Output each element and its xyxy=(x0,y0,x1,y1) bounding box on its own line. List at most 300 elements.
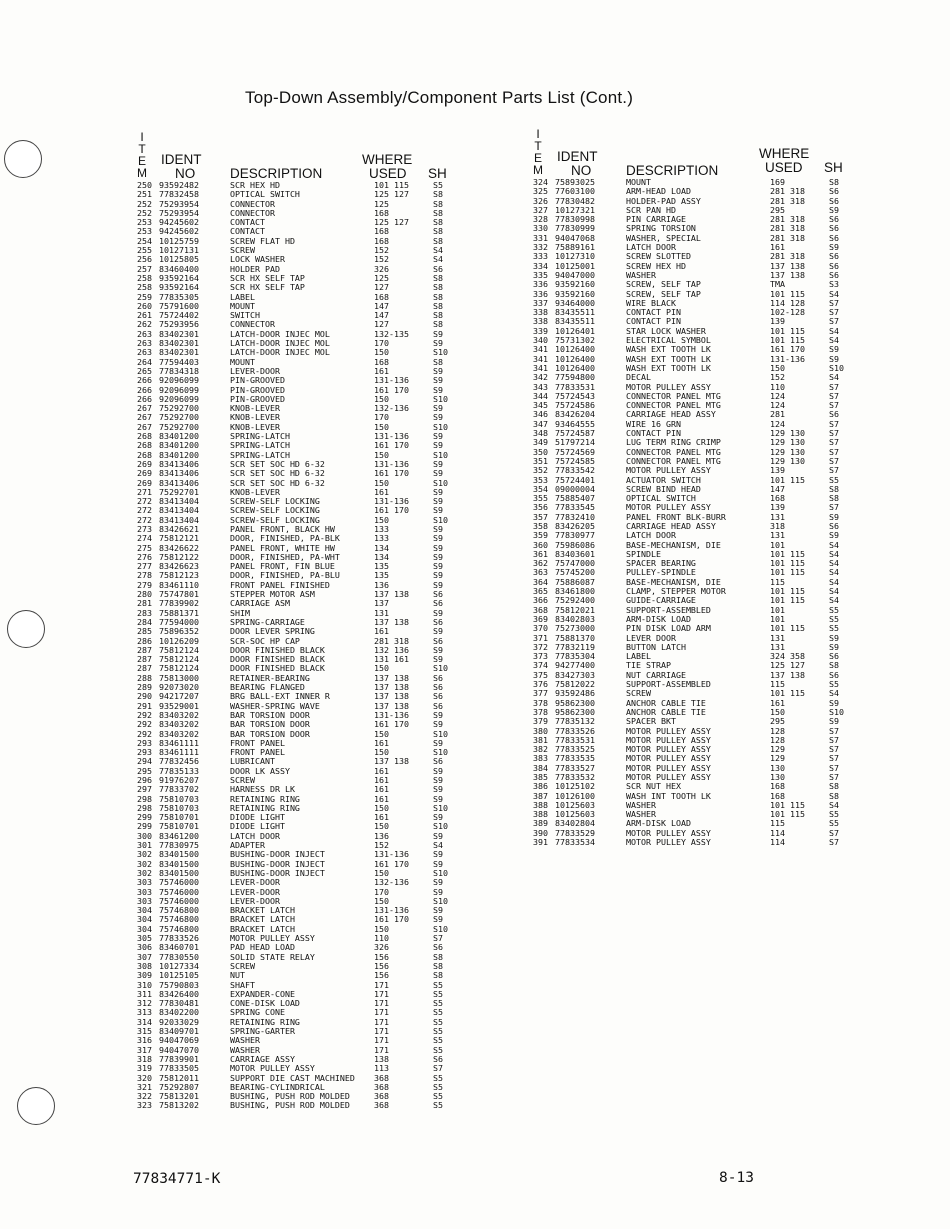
where-used: 150 xyxy=(374,514,389,525)
item-number: 359 xyxy=(533,530,548,541)
ident-number: 77833532 xyxy=(555,772,595,782)
part-description: BEARING-CYLINDRICAL xyxy=(230,1081,325,1092)
sheet-number: S5 xyxy=(829,613,839,624)
sheet-number: S7 xyxy=(829,455,839,466)
part-description: BUTTON LATCH xyxy=(626,641,686,652)
ident-number: 77594800 xyxy=(555,372,595,383)
part-description: LOCK WASHER xyxy=(230,254,285,265)
where-used: 137 138 xyxy=(374,616,409,627)
part-description: BRACKET LATCH xyxy=(230,914,295,925)
part-description: BUSHING-DOOR INJECT xyxy=(230,858,325,869)
part-description: FRONT PANEL FINISHED xyxy=(230,579,330,590)
part-description: BASE-MECHANISM, DIE xyxy=(626,539,721,550)
part-description: PANEL FRONT BLK-BURR xyxy=(626,511,726,522)
item-number: 285 xyxy=(137,626,152,637)
part-description: CARRIAGE HEAD ASSY xyxy=(626,409,716,420)
where-used: 101 115 xyxy=(374,180,409,190)
sheet-number: S7 xyxy=(829,772,839,782)
ident-header: IDENT xyxy=(557,149,598,164)
part-description: WASHER-SPRING WAVE xyxy=(230,700,320,711)
where-used: 161 xyxy=(374,793,389,804)
ident-number: 83413406 xyxy=(159,477,199,488)
where-used: 137 138 xyxy=(374,682,409,693)
sheet-number: S4 xyxy=(829,539,839,550)
item-number: 257 xyxy=(137,263,152,274)
where-used: 318 xyxy=(770,520,785,531)
ident-number: 94245602 xyxy=(159,226,199,237)
ident-number: 75813202 xyxy=(159,1100,199,1111)
sheet-number: S9 xyxy=(829,716,839,727)
ident-number: 75293954 xyxy=(159,198,199,209)
sheet-number: S9 xyxy=(433,496,443,507)
part-description: MOTOR PULLEY ASSY xyxy=(626,734,711,745)
ident-number: 10126100 xyxy=(555,790,595,801)
sheet-number: S6 xyxy=(433,616,443,627)
ident-number: 77833527 xyxy=(555,762,595,773)
item-number: 309 xyxy=(137,970,152,981)
where-used: 150 xyxy=(374,449,389,460)
where-used: 171 xyxy=(374,998,389,1009)
ident-number: 95862300 xyxy=(555,706,595,717)
item-number: 319 xyxy=(137,1063,152,1074)
where-used: 101 115 xyxy=(770,809,805,820)
part-description: SOLID STATE RELAY xyxy=(230,951,315,962)
part-description: NUT CARRIAGE xyxy=(626,669,686,680)
item-number: 265 xyxy=(137,365,152,376)
item-number: 313 xyxy=(137,1007,152,1018)
ident-number: 75731302 xyxy=(555,335,595,346)
item-number: 353 xyxy=(533,474,548,485)
part-description: ELECTRICAL SYMBOL xyxy=(626,335,711,346)
where-used: 368 xyxy=(374,1091,389,1102)
ident-number: 10125102 xyxy=(555,781,595,792)
ident-number: 75885407 xyxy=(555,493,595,504)
sheet-number: S9 xyxy=(433,719,443,730)
ident-number: 94047070 xyxy=(159,1044,199,1055)
item-number: 343 xyxy=(533,381,548,392)
ident-number: 75724543 xyxy=(555,390,595,401)
item-number: 333 xyxy=(533,251,548,262)
ident-number: 92096099 xyxy=(159,375,199,386)
part-description: OPTICAL SWITCH xyxy=(626,493,696,504)
part-description: SCREW-SELF LOCKING xyxy=(230,496,320,507)
item-number: 391 xyxy=(533,837,548,848)
item-number: 342 xyxy=(533,372,548,383)
item-number: 344 xyxy=(533,390,548,401)
no-header: NO xyxy=(571,163,592,178)
where-used: 152 xyxy=(374,254,389,265)
part-description: PANEL FRONT, BLACK HW xyxy=(230,523,335,534)
part-description: ARM-HEAD LOAD xyxy=(626,186,691,197)
item-number: 360 xyxy=(533,539,548,550)
ident-header: IDENT xyxy=(161,152,202,167)
item-number: 299 xyxy=(137,812,152,823)
sheet-number: S7 xyxy=(829,428,839,439)
where-used: 129 xyxy=(770,753,785,764)
ident-number: 75724401 xyxy=(555,474,595,485)
sheet-number: S9 xyxy=(433,830,443,841)
ident-number: 75810701 xyxy=(159,812,199,823)
where-used: 115 xyxy=(770,679,785,690)
sheet-number: S4 xyxy=(433,245,443,256)
where-used: 131 xyxy=(770,641,785,652)
sheet-number: S6 xyxy=(829,669,839,680)
item-number: 340 xyxy=(533,335,548,346)
item-number: 325 xyxy=(533,186,548,197)
part-description: RETAINER-BEARING xyxy=(230,672,310,683)
sheet-number: S8 xyxy=(433,217,443,228)
ident-number: 83426623 xyxy=(159,561,199,572)
part-description: SPRING-LATCH xyxy=(230,440,290,451)
sheet-number: S5 xyxy=(829,679,839,690)
used-header: USED xyxy=(765,160,803,175)
part-description: MOTOR PULLEY ASSY xyxy=(626,837,711,848)
item-number: 384 xyxy=(533,762,548,773)
ident-number: 75810703 xyxy=(159,793,199,804)
part-description: SCREW, SELF TAP xyxy=(626,279,701,290)
binder-hole-bottom xyxy=(17,1087,55,1125)
part-description: SCR SET SOC HD 6-32 xyxy=(230,468,325,479)
where-used: 131-136 xyxy=(374,375,409,386)
part-description: BUSHING-DOOR INJECT xyxy=(230,849,325,860)
sheet-number: S8 xyxy=(829,483,839,494)
part-description: SCREW SLOTTED xyxy=(626,251,691,262)
part-description: WIRE BLACK xyxy=(626,297,676,308)
sheet-number: S9 xyxy=(433,542,443,553)
ident-number: 93592160 xyxy=(555,288,595,299)
part-description: SCR NUT HEX xyxy=(626,781,681,792)
item-number: 388 xyxy=(533,799,548,810)
ident-number: 75745200 xyxy=(555,567,595,578)
ident-number: 75810701 xyxy=(159,821,199,832)
where-used: 129 130 xyxy=(770,437,805,448)
part-description: SCREW HEX HD xyxy=(626,260,686,271)
where-used: 124 xyxy=(770,390,785,401)
ident-number: 93592164 xyxy=(159,282,199,293)
ident-number: 83426205 xyxy=(555,520,595,531)
where-used: 161 170 xyxy=(374,914,409,925)
sheet-number: S10 xyxy=(433,747,448,758)
where-used: 161 xyxy=(374,765,389,776)
where-used: 150 xyxy=(374,802,389,813)
part-description: PULLEY-SPINDLE xyxy=(626,567,696,578)
part-description: MOTOR PULLEY ASSY xyxy=(626,725,711,736)
part-description: SCREW xyxy=(230,245,255,256)
item-number: 312 xyxy=(137,998,152,1009)
where-used: 171 xyxy=(374,988,389,999)
part-description: MOTOR PULLEY ASSY xyxy=(626,762,711,773)
part-description: LATCH DOOR xyxy=(626,242,676,253)
part-description: SPRING-LATCH xyxy=(230,431,290,442)
ident-number: 10127131 xyxy=(159,245,199,256)
where-used: 101 115 xyxy=(770,325,805,336)
part-description: DECAL xyxy=(626,372,651,383)
sheet-number: S8 xyxy=(433,291,443,302)
ident-number: 75273000 xyxy=(555,623,595,634)
ident-number: 75812122 xyxy=(159,551,199,562)
sheet-number: S9 xyxy=(433,375,443,386)
item-number: 262 xyxy=(137,319,152,330)
item-number: 306 xyxy=(137,942,152,953)
sheet-number: S9 xyxy=(433,914,443,925)
sheet-number: S5 xyxy=(829,818,839,829)
where-used: 101 xyxy=(770,613,785,624)
where-used: 131-136 xyxy=(374,496,409,507)
where-used: 281 318 xyxy=(770,195,805,206)
item-number: 349 xyxy=(533,437,548,448)
part-description: CONTACT xyxy=(230,226,265,237)
part-description: WASH INT TOOTH LK xyxy=(626,790,711,801)
item-header-letter: E xyxy=(137,154,146,168)
ident-number: 94217207 xyxy=(159,691,199,702)
where-used: 124 xyxy=(770,418,785,429)
sheet-number: S7 xyxy=(829,418,839,429)
sheet-number: S9 xyxy=(829,641,839,652)
sheet-number: S10 xyxy=(433,867,448,878)
item-number: 274 xyxy=(137,533,152,544)
where-used: 101 115 xyxy=(770,548,805,559)
item-number: 382 xyxy=(533,744,548,755)
ident-number: 75746800 xyxy=(159,914,199,925)
sheet-number: S4 xyxy=(433,840,443,851)
part-description: PIN-GROOVED xyxy=(230,393,285,404)
sheet-number: S9 xyxy=(433,412,443,423)
sheet-number: S6 xyxy=(433,635,443,646)
ident-number: 10125805 xyxy=(159,254,199,265)
where-used: 101 115 xyxy=(770,567,805,578)
ident-number: 75791600 xyxy=(159,300,199,311)
item-header-letter: I xyxy=(140,130,144,144)
where-used: 132 136 xyxy=(374,644,409,655)
item-number: 289 xyxy=(137,682,152,693)
sheet-number: S9 xyxy=(433,431,443,442)
part-description: FRONT PANEL xyxy=(230,747,285,758)
part-description: CONNECTOR PANEL MTG xyxy=(626,446,721,457)
where-used: 129 130 xyxy=(770,446,805,457)
part-description: ARM-DISK LOAD xyxy=(626,818,691,829)
ident-number: 77603100 xyxy=(555,186,595,197)
where-used: 161 xyxy=(374,775,389,785)
item-number: 256 xyxy=(137,254,152,265)
where-used: 131-136 xyxy=(374,709,409,720)
sheet-number: S6 xyxy=(829,260,839,271)
ident-number: 77835305 xyxy=(159,291,199,302)
item-number: 303 xyxy=(137,895,152,906)
sheet-number: S5 xyxy=(433,1091,443,1102)
item-number: 351 xyxy=(533,455,548,466)
item-number: 373 xyxy=(533,651,548,662)
part-description: BUSHING-DOOR INJECT xyxy=(230,867,325,878)
item-number: 258 xyxy=(137,272,152,283)
where-used: 127 xyxy=(374,319,389,330)
item-number: 252 xyxy=(137,198,152,209)
ident-number: 75881371 xyxy=(159,607,199,618)
where-used: 132-135 xyxy=(374,328,409,339)
ident-number: 75292701 xyxy=(159,486,199,497)
ident-number: 83426400 xyxy=(159,988,199,999)
ident-number: 75747000 xyxy=(555,558,595,569)
sheet-number: S6 xyxy=(829,651,839,662)
part-description: STEPPER MOTOR ASM xyxy=(230,589,315,600)
where-used: 129 xyxy=(770,744,785,755)
where-used: 147 xyxy=(374,300,389,311)
part-description: KNOB-LEVER xyxy=(230,486,280,497)
sheet-number: S7 xyxy=(829,837,839,848)
item-number: 327 xyxy=(533,204,548,215)
where-used: 132-136 xyxy=(374,877,409,888)
where-used: 152 xyxy=(374,245,389,256)
ident-number: 75896352 xyxy=(159,626,199,637)
item-number: 370 xyxy=(533,623,548,634)
sheet-number: S6 xyxy=(433,589,443,600)
item-number: 290 xyxy=(137,691,152,702)
ident-number: 75746000 xyxy=(159,886,199,897)
sheet-number: S5 xyxy=(433,1007,443,1018)
sheet-number: S9 xyxy=(829,344,839,355)
sheet-number: S9 xyxy=(829,530,839,541)
where-used: 114 xyxy=(770,837,785,848)
where-used: 171 xyxy=(374,1035,389,1046)
ident-number: 77835133 xyxy=(159,765,199,776)
where-used: 161 170 xyxy=(374,384,409,395)
part-description: DIODE LIGHT xyxy=(230,821,285,832)
item-number: 277 xyxy=(137,561,152,572)
sheet-number: S4 xyxy=(829,325,839,336)
ident-number: 77833505 xyxy=(159,1063,199,1074)
part-description: PAD HEAD LOAD xyxy=(230,942,295,953)
sheet-number: S6 xyxy=(829,195,839,206)
ident-number: 75790803 xyxy=(159,979,199,990)
part-description: CONNECTOR xyxy=(230,207,275,218)
part-description: CONTACT PIN xyxy=(626,428,681,439)
part-description: MOTOR PULLEY ASSY xyxy=(230,933,315,944)
sheet-number: S9 xyxy=(433,458,443,469)
item-number: 302 xyxy=(137,849,152,860)
item-number: 268 xyxy=(137,440,152,451)
sheet-number: S9 xyxy=(433,579,443,590)
sheet-number: S5 xyxy=(829,604,839,615)
item-header-letter: E xyxy=(533,151,542,165)
part-description: PANEL FRONT, FIN BLUE xyxy=(230,561,335,572)
where-used: 101 115 xyxy=(770,288,805,299)
where-used: 101 115 xyxy=(770,799,805,810)
item-number: 264 xyxy=(137,356,152,367)
item-number: 317 xyxy=(137,1044,152,1055)
where-used: 161 xyxy=(374,737,389,748)
ident-number: 83402301 xyxy=(159,328,199,339)
where-used: 147 xyxy=(770,483,785,494)
where-used: 171 xyxy=(374,1026,389,1037)
item-number: 268 xyxy=(137,431,152,442)
part-description: KNOB-LEVER xyxy=(230,412,280,423)
part-description: BASE-MECHANISM, DIE xyxy=(626,576,721,587)
ident-number: 93592160 xyxy=(555,279,595,290)
sheet-number: S8 xyxy=(829,790,839,801)
where-used: 161 xyxy=(374,486,389,497)
part-description: LABEL xyxy=(230,291,255,302)
part-description: WASH EXT TOOTH LK xyxy=(626,362,711,373)
ident-number: 83403202 xyxy=(159,719,199,730)
item-number: 269 xyxy=(137,458,152,469)
part-description: DIODE LIGHT xyxy=(230,812,285,823)
where-used: 281 318 xyxy=(770,251,805,262)
where-used: 101 115 xyxy=(770,586,805,597)
sheet-number: S5 xyxy=(829,474,839,485)
ident-number: 94047000 xyxy=(555,269,595,280)
ident-number: 10127334 xyxy=(159,960,199,971)
sheet-number: S6 xyxy=(433,756,443,767)
part-description: WASHER xyxy=(230,1044,260,1055)
ident-number: 83426204 xyxy=(555,409,595,420)
where-used: 114 128 xyxy=(770,297,805,308)
item-number: 296 xyxy=(137,775,152,785)
sheet-number: S10 xyxy=(433,895,448,906)
part-description: WASHER, SPECIAL xyxy=(626,232,701,243)
ident-number: 77594000 xyxy=(159,616,199,627)
ident-number: 77832456 xyxy=(159,756,199,767)
where-used: 131-136 xyxy=(374,431,409,442)
sheet-number: S5 xyxy=(433,979,443,990)
ident-number: 10126400 xyxy=(555,362,595,373)
ident-number: 77833531 xyxy=(555,734,595,745)
item-number: 297 xyxy=(137,784,152,795)
item-number: 350 xyxy=(533,446,548,457)
sheet-number: S4 xyxy=(433,254,443,265)
sheet-number: S8 xyxy=(433,198,443,209)
part-description: LATCH DOOR xyxy=(626,530,676,541)
part-description: PIN CARRIAGE xyxy=(626,214,686,225)
ident-number: 83435511 xyxy=(555,316,595,327)
where-used: 125 127 xyxy=(374,189,409,200)
item-number: 255 xyxy=(137,245,152,256)
where-used: 101 xyxy=(770,539,785,550)
item-number: 338 xyxy=(533,316,548,327)
sheet-number: S9 xyxy=(433,644,443,655)
item-number: 348 xyxy=(533,428,548,439)
item-number: 334 xyxy=(533,260,548,271)
where-used: 368 xyxy=(374,1072,389,1083)
ident-number: 77833529 xyxy=(555,827,595,838)
where-used: 128 xyxy=(770,725,785,736)
part-description: WASHER xyxy=(230,1035,260,1046)
item-number: 385 xyxy=(533,772,548,782)
part-description: LEVER-DOOR xyxy=(230,895,280,906)
sheet-number: S4 xyxy=(829,586,839,597)
item-number: 293 xyxy=(137,747,152,758)
ident-number: 77833531 xyxy=(555,381,595,392)
part-description: SCR-SOC HP CAP xyxy=(230,635,300,646)
ident-number: 94047068 xyxy=(555,232,595,243)
where-used: 101 115 xyxy=(770,558,805,569)
where-used: 139 xyxy=(770,465,785,476)
item-number: 273 xyxy=(137,523,152,534)
ident-number: 92096099 xyxy=(159,393,199,404)
ident-number: 75810703 xyxy=(159,802,199,813)
sheet-number: S8 xyxy=(829,781,839,792)
ident-number: 75886087 xyxy=(555,576,595,587)
where-used: 134 xyxy=(374,551,389,562)
where-used: 127 xyxy=(374,282,389,293)
part-description: NUT xyxy=(230,970,245,981)
sheet-number: S10 xyxy=(433,923,448,934)
where-used: 137 138 xyxy=(770,669,805,680)
ident-number: 83413406 xyxy=(159,468,199,479)
item-number: 266 xyxy=(137,375,152,386)
where-used: 131-136 xyxy=(374,849,409,860)
sheet-number: S9 xyxy=(433,654,443,665)
sheet-number: S6 xyxy=(829,269,839,280)
item-number: 298 xyxy=(137,793,152,804)
